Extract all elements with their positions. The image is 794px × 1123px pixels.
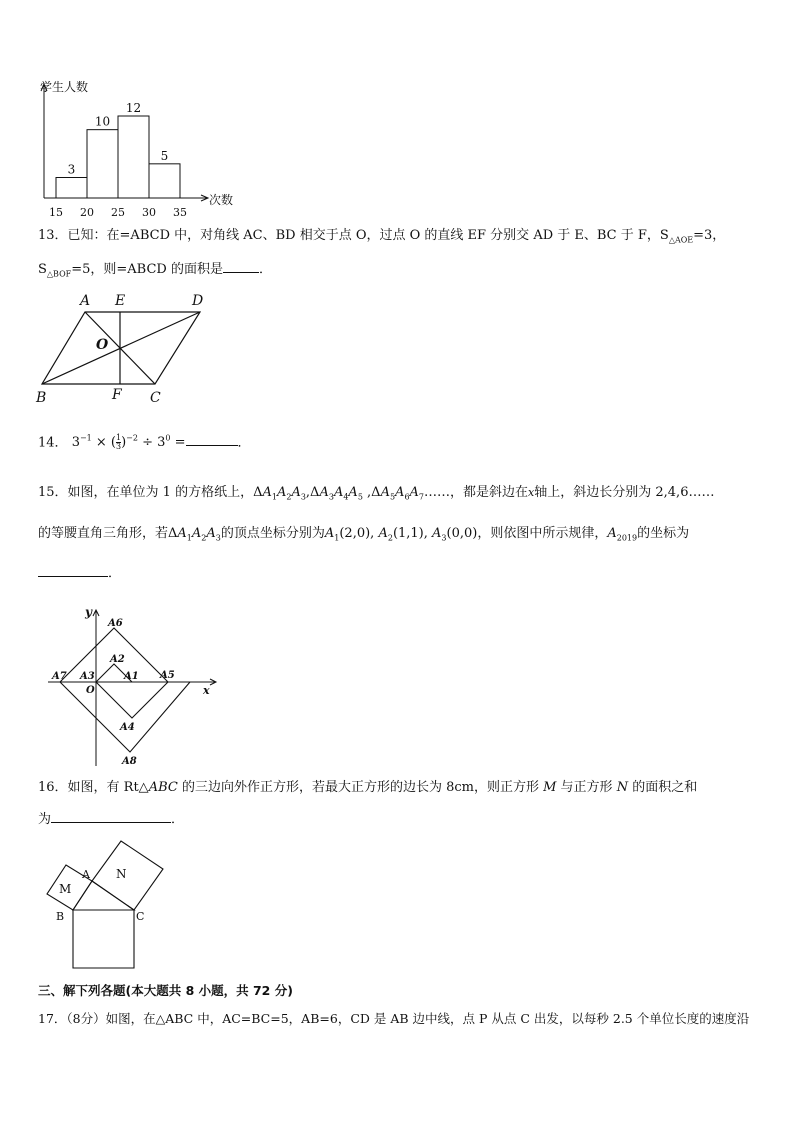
histogram-bar-20-25 bbox=[87, 130, 118, 198]
A1-label: A1 bbox=[124, 671, 139, 682]
q13-line1 bbox=[38, 227, 725, 250]
q15-text-1b: ……，都是斜边在 bbox=[424, 485, 529, 500]
q15-text-2a: 的等腰直角三角形，若 bbox=[38, 526, 169, 541]
parallelogram-figure bbox=[30, 290, 220, 410]
A3-label: A3 bbox=[80, 671, 95, 682]
q14-end: ． bbox=[237, 435, 251, 451]
q16-text-1c: 与正方形 bbox=[556, 780, 617, 795]
x-axis-label: 次数 bbox=[209, 193, 234, 207]
q16-end: ． bbox=[171, 812, 185, 827]
point-D-label: D bbox=[192, 293, 204, 309]
point-F-label: F bbox=[112, 387, 122, 403]
q15-triangle-list: $\Delta A_1A_2A_3,\Delta A_3A_4A_5$ $,\Delta A_5A_6A_7$ bbox=[253, 485, 425, 502]
q15-text-1a: 15．如图，在单位为 1 的方格纸上， bbox=[38, 485, 254, 500]
q15-text-2d: 的坐标为 bbox=[637, 526, 690, 541]
q16-abc: ABC bbox=[148, 780, 178, 795]
A5-label: A5 bbox=[160, 670, 175, 681]
q15-x-var: x bbox=[528, 486, 535, 499]
q13-text-1: 13．已知：在=ABCD 中，对角线 AC、BD 相交于点 O，过点 O 的直线 EF 分别交 AD 于 E、BC 于 F，S bbox=[38, 228, 669, 243]
histogram-x-tick: 25 bbox=[111, 206, 125, 219]
q13-sub-bof: △BOF bbox=[46, 269, 72, 279]
q15-end: ． bbox=[108, 566, 122, 581]
q13-line2 bbox=[38, 260, 272, 284]
q14-line bbox=[38, 430, 251, 452]
q15-line2 bbox=[38, 525, 689, 548]
q14-answer-blank[interactable] bbox=[186, 433, 238, 446]
q13-end: ． bbox=[258, 262, 272, 277]
y-axis-label: y bbox=[85, 605, 92, 619]
q17-text: 17．（8分）如图，在△ABC 中，AC=BC=5，AB=6，CD 是 AB 边中线，点 P 从点 C 出发，以每秒 2.5 个单位长度的速度沿 bbox=[38, 1011, 750, 1026]
histogram-x-tick: 30 bbox=[142, 206, 156, 219]
section3-title: 三、解下列各题(本大题共 8 小题，共 72 分) bbox=[38, 983, 293, 998]
square-M-label: M bbox=[59, 882, 72, 896]
histogram-bar-25-30 bbox=[118, 116, 149, 198]
point-E-label: E bbox=[115, 293, 126, 309]
q15-a2019: $A_{2019}$ bbox=[607, 526, 638, 543]
histogram-x-tick: 15 bbox=[49, 206, 63, 219]
q16-text-1d: 的面积之和 bbox=[628, 780, 698, 795]
q13-s1-value: =3， bbox=[693, 228, 726, 243]
q16-text-1a: 16．如图，有 Rt△ bbox=[38, 780, 149, 795]
point-O-label: O bbox=[96, 337, 109, 353]
q15-line3 bbox=[38, 564, 121, 583]
q13-text-2: =5，则=ABCD 的面积是 bbox=[71, 262, 223, 277]
point-B-label: B bbox=[56, 910, 65, 923]
q13-sub-aoe: △AOE bbox=[668, 235, 694, 245]
A4-label: A4 bbox=[120, 722, 135, 733]
point-C-label: C bbox=[150, 390, 161, 406]
q15-line1 bbox=[38, 484, 714, 507]
y-axis-label: 学生人数 bbox=[40, 80, 89, 94]
q15-answer-blank[interactable] bbox=[38, 564, 108, 577]
q16-text-2a: 为 bbox=[38, 812, 52, 827]
origin-label: O bbox=[86, 685, 95, 696]
q15-text-2b: 的顶点坐标分别为 bbox=[220, 526, 325, 541]
histogram-bar-label: 12 bbox=[125, 101, 142, 115]
histogram-bar-label: 3 bbox=[67, 162, 76, 177]
histogram-bar-15-20 bbox=[56, 178, 87, 199]
histogram-bar-label: 10 bbox=[94, 114, 111, 129]
q15-coordinates: $A_1(2,0)$, $A_2(1,1)$, $A_3(0,0)$ bbox=[324, 526, 478, 543]
q15-text-1c: 轴上，斜边长分别为 2,4,6…… bbox=[534, 485, 715, 500]
histogram-bar-label: 5 bbox=[160, 148, 169, 163]
histogram-x-tick: 35 bbox=[173, 206, 187, 219]
q15-triangle-first: $\Delta A_1A_2A_3$ bbox=[168, 526, 221, 543]
A2-label: A2 bbox=[110, 654, 125, 665]
histogram-chart bbox=[30, 74, 250, 222]
point-B-label: B bbox=[36, 390, 47, 406]
point-A-label: A bbox=[80, 293, 91, 309]
q16-m: M bbox=[543, 780, 557, 795]
A8-label: A8 bbox=[122, 756, 137, 767]
point-A-label: A bbox=[82, 868, 90, 881]
q16-line1 bbox=[38, 779, 697, 797]
q16-n: N bbox=[616, 780, 629, 795]
A6-label: A6 bbox=[108, 618, 123, 629]
spiral-triangles-figure bbox=[40, 602, 230, 772]
histogram-x-tick: 20 bbox=[80, 206, 94, 219]
q13-answer-blank[interactable] bbox=[223, 260, 259, 273]
pythagoras-squares-figure bbox=[36, 840, 176, 974]
q13-s2: S bbox=[38, 262, 47, 277]
q15-text-2c: ，则依图中所示规律， bbox=[477, 526, 608, 541]
histogram-bar-30-35 bbox=[149, 164, 180, 198]
x-axis-label: x bbox=[203, 684, 210, 697]
q16-line2 bbox=[38, 810, 184, 829]
q14-number: 14． bbox=[38, 435, 68, 451]
q16-text-1b: 的三边向外作正方形，若最大正方形的边长为 8cm，则正方形 bbox=[177, 780, 544, 795]
point-C-label: C bbox=[136, 910, 145, 923]
q14-expression: $3^{-1}$ × ( $\frac{1}{3}$ )$^{-2} \div 3^0$ = bbox=[71, 433, 186, 452]
q16-answer-blank[interactable] bbox=[51, 810, 171, 823]
square-N-label: N bbox=[116, 867, 127, 881]
A7-label: A7 bbox=[52, 671, 67, 682]
